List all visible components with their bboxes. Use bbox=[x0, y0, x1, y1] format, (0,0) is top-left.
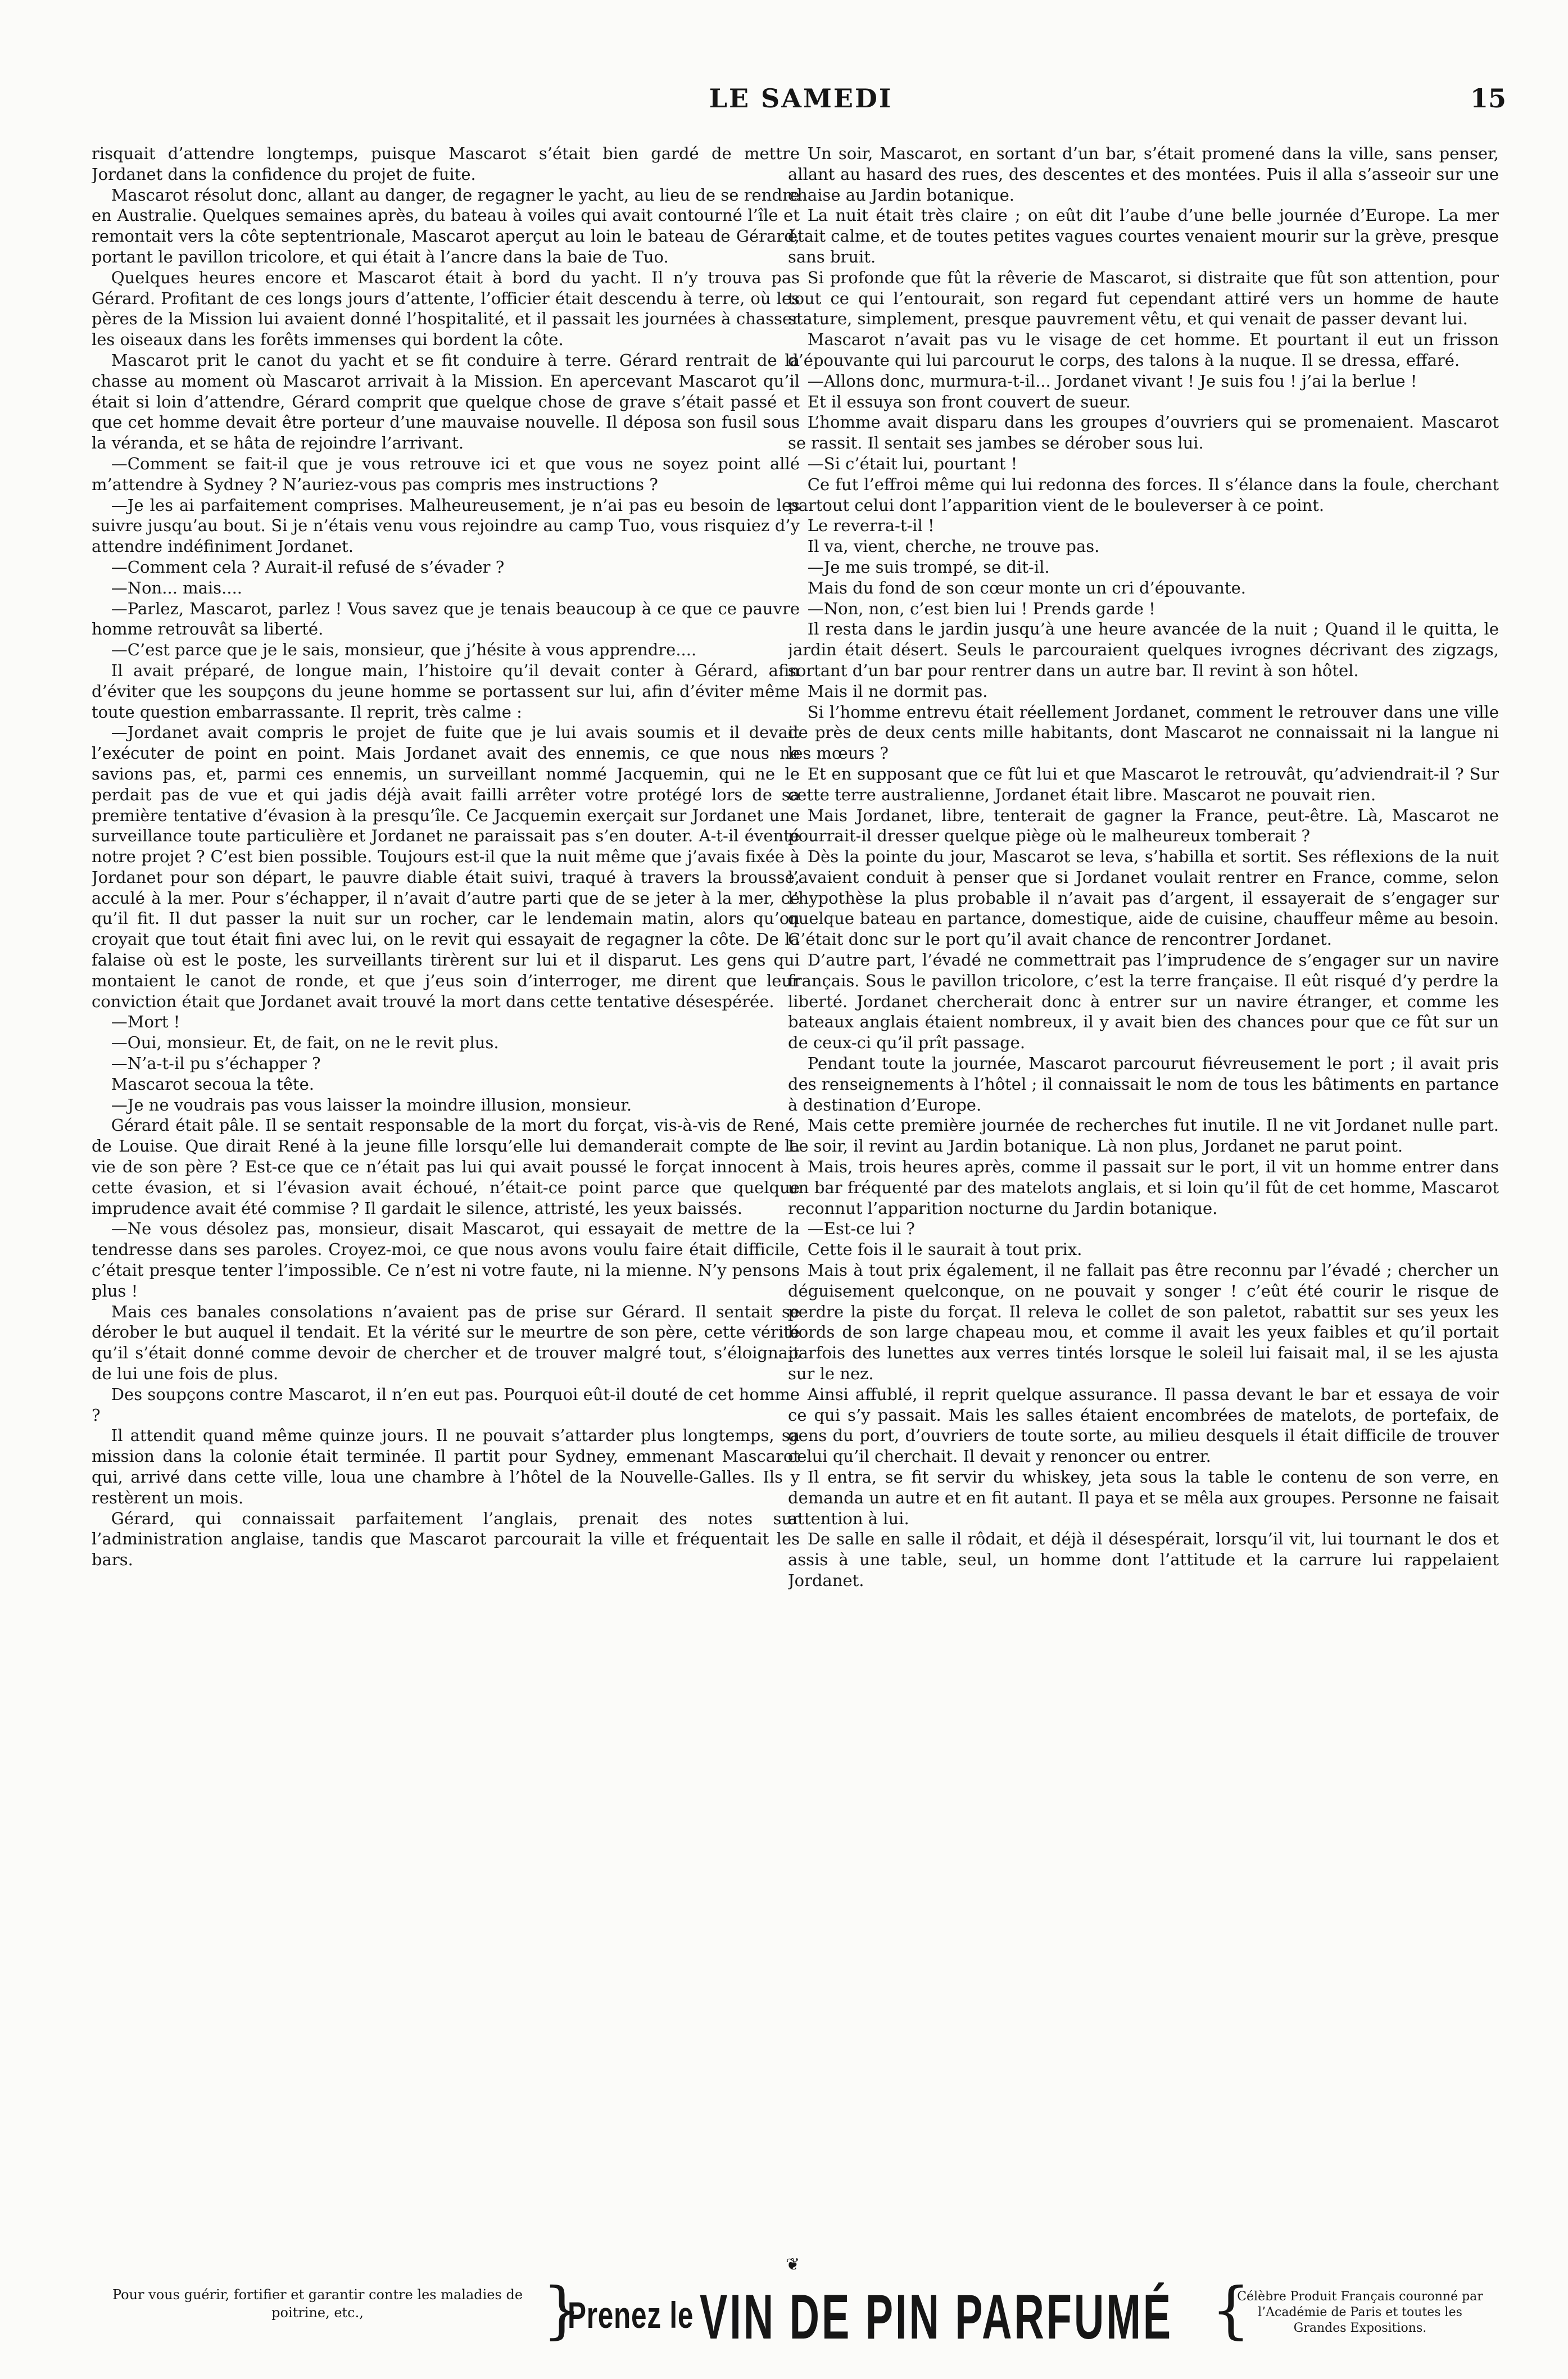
paragraph: Mascarot n’avait pas vu le visage de cet homme. Et pourtant il eut un frisson d’épouvante qui lui parcourut le corps, des talons à la nuque. Il se dressa, effaré. bbox=[788, 330, 1499, 370]
ad-left-text: Pour vous guérir, fortifier et garantir contre les maladies de poitrine, etc., bbox=[112, 2287, 523, 2321]
paragraph: Si profonde que fût la rêverie de Mascarot, si distraite que fût son attention, pour tout ce qui l’entourait, son regard fut cependant attiré vers un homme de haute stature, simplement, presque pauvrement vêtu, et qui venait de passer devant lui. bbox=[788, 268, 1499, 329]
paragraph: Il avait préparé, de longue main, l’histoire qu’il devait conter à Gérard, afin d’éviter que les soupçons du jeune homme se portassent sur lui, afin d’éviter même toute question embarrassante. Il reprit, très calme : bbox=[92, 660, 800, 722]
page-header bbox=[0, 83, 1568, 128]
brace-icon: } bbox=[542, 2274, 582, 2346]
ad-right-text: Célèbre Produit Français couronné par l’Académie de Paris et toutes les Grandes Expositions. bbox=[1237, 2290, 1483, 2335]
ad-prenez: Prenez le bbox=[568, 2294, 694, 2336]
paragraph: Mais ces banales consolations n’avaient pas de prise sur Gérard. Il sentait se dérober le but auquel il tendait. Et la vérité sur le meurtre de son père, cette vérité qu’il s’était donné comme devoir de chercher et de trouver malgré tout, s’éloignait de lui une fois de plus. bbox=[92, 1302, 800, 1384]
paragraph: risquait d’attendre longtemps, puisque Mascarot s’était bien gardé de mettre Jordanet dans la confidence du projet de fuite. bbox=[92, 144, 800, 184]
paragraph: Cette fois il le saurait à tout prix. bbox=[807, 1240, 1082, 1259]
paragraph: Et il essuya son front couvert de sueur. bbox=[807, 392, 1131, 411]
paragraph: Il resta dans le jardin jusqu’à une heure avancée de la nuit ; Quand il le quitta, le jardin était désert. Seuls le parcouraient quelques ivrognes décrivant des zigzags, sortant d’un bar pour rentrer dans un autre bar. Il revint à son hôtel. bbox=[788, 619, 1499, 680]
paragraph: Gérard, qui connaissait parfaitement l’anglais, prenait des notes sur l’administration anglaise, tandis que Mascarot parcourait la ville et fréquentait les bars. bbox=[92, 1508, 800, 1570]
paragraph: Le reverra-t-il ! bbox=[807, 516, 935, 536]
paragraph: Mascarot secoua la tête. bbox=[111, 1074, 314, 1094]
brace-icon: { bbox=[1211, 2274, 1250, 2346]
paragraph: —Comment cela ? Aurait-il refusé de s’évader ? bbox=[111, 557, 505, 577]
paragraph: —Allons donc, murmura-t-il... Jordanet vivant ! Je suis fou ! j’ai la berlue ! bbox=[807, 371, 1417, 391]
paragraph: Mais à tout prix également, il ne fallait pas être reconnu par l’évadé ; chercher un déguisement quelconque, on ne pouvait y songer ! c’eût été courir le risque de perdre la piste du forçat. Il releva le collet de son paletot, rabattit sur ses yeux les bords de son large chapeau mou, et comme il avait les yeux faibles et qu’il portait parfois des lunettes aux verres tintés lorsque le soleil lui faisait mal, il se les ajusta sur le nez. bbox=[788, 1261, 1499, 1384]
paragraph: —Jordanet avait compris le projet de fuite que je lui avais soumis et il devait l’exécuter de point en point. Mais Jordanet avait des ennemis, ce que nous ne savions pas, et, parmi ces ennemis, un surveillant nommé Jacquemin, qui ne le perdait pas de vue et qui jadis déjà avait failli arrêter votre protégé lors de sa première tentative d’évasion à la presqu’île. Ce Jacquemin exerçait sur Jordanet une surveillance toute particulière et Jordanet ne paraissait pas s’en douter. A-t-il éventé notre projet ? C’est bien possible. Toujours est-il que la nuit même que j’avais fixée à Jordanet pour son départ, le pauvre diable était suivi, traqué à travers la brousse, acculé à la mer. Pour s’échapper, il n’avait d’autre parti que de se jeter à la mer, ce qu’il fit. Il dut passer la nuit sur un rocher, car le lendemain matin, alors qu’on croyait que tout était fini avec lui, on le revit qui essayait de regagner la côte. De la falaise où est le poste, les surveillants tirèrent sur lui et il disparut. Les gens qui montaient le canot de ronde, et que j’eus soin d’interroger, me dirent que leur conviction était que Jordanet avait trouvé la mort dans cette tentative désespérée. bbox=[92, 723, 800, 1011]
paragraph: Ce fut l’effroi même qui lui redonna des forces. Il s’élance dans la foule, cherchant partout celui dont l’apparition vient de le bouleverser à ce point. bbox=[788, 474, 1499, 515]
paragraph: De salle en salle il rôdait, et déjà il désespérait, lorsqu’il vit, lui tournant le dos et assis à une table, seul, un homme dont l’attitude et la carrure lui rappelaient Jordanet. bbox=[788, 1529, 1499, 1590]
paragraph: Des soupçons contre Mascarot, il n’en eut pas. Pourquoi eût-il douté de cet homme ? bbox=[92, 1384, 800, 1425]
paragraph: Pendant toute la journée, Mascarot parcourut fiévreusement le port ; il avait pris des renseignements à l’hôtel ; il connaissait le nom de tous les bâtiments en partance à destination d’Europe. bbox=[788, 1054, 1499, 1114]
page-number: 15 bbox=[1470, 83, 1506, 114]
paragraph: Un soir, Mascarot, en sortant d’un bar, s’était promené dans la ville, sans penser, allant au hasard des rues, des descentes et des montées. Puis il alla s’asseoir sur une chaise au Jardin botanique. bbox=[788, 144, 1499, 205]
paragraph: Quelques heures encore et Mascarot était à bord du yacht. Il n’y trouva pas Gérard. Profitant de ces longs jours d’attente, l’officier était descendu à terre, où les pères de la Mission lui avaient donné l’hospitalité, et il passait les journées à chasser les oiseaux dans les forêts immenses qui bordent la côte. bbox=[92, 268, 800, 350]
paragraph: —N’a-t-il pu s’échapper ? bbox=[111, 1054, 321, 1073]
paragraph: —Je les ai parfaitement comprises. Malheureusement, je n’ai pas eu besoin de les suivre jusqu’au bout. Si je n’étais venu vous rejoindre au camp Tuo, vous risquiez d’y attendre indéfiniment Jordanet. bbox=[92, 495, 800, 556]
paragraph: Il va, vient, cherche, ne trouve pas. bbox=[807, 537, 1100, 556]
paragraph: La nuit était très claire ; on eût dit l’aube d’une belle journée d’Europe. La mer était calme, et de toutes petites vagues courtes venaient mourir sur la grève, presque sans bruit. bbox=[788, 206, 1499, 266]
paragraph: Il entra, se fit servir du whiskey, jeta sous la table le contenu de son verre, en demanda un autre et en fit autant. Il paya et se mêla aux groupes. Personne ne faisait attention à lui. bbox=[788, 1467, 1499, 1528]
paragraph: —Si c’était lui, pourtant ! bbox=[807, 454, 1018, 473]
paragraph: D’autre part, l’évadé ne commettrait pas l’imprudence de s’engager sur un navire français. Sous le pavillon tricolore, c’est la terre française. Il eût risqué d’y perdre la liberté. Jordanet chercherait donc à entrer sur un navire étranger, et comme les bateaux anglais étaient nombreux, il y avait bien des chances pour que ce fût sur un de ceux-ci qu’il prît passage. bbox=[788, 950, 1499, 1053]
advertisement-footer bbox=[0, 2274, 1568, 2358]
paragraph: —Est-ce lui ? bbox=[807, 1219, 915, 1239]
paragraph: Mascarot résolut donc, allant au danger, de regagner le yacht, au lieu de se rendre en Australie. Quelques semaines après, du bateau à voiles qui avait contourné l’île et remontait vers la côte septentrionale, Mascarot aperçut au loin le bateau de Gérard, portant le pavillon tricolore, et qui était à l’ancre dans la baie de Tuo. bbox=[92, 185, 800, 266]
paragraph: —Non, non, c’est bien lui ! Prends garde ! bbox=[807, 599, 1155, 618]
paragraph: Mais il ne dormit pas. bbox=[807, 681, 988, 701]
publication-title: LE SAMEDI bbox=[709, 83, 893, 114]
paragraph: Il attendit quand même quinze jours. Il ne pouvait s’attarder plus longtemps, sa mission dans la colonie était terminée. Il partit pour Sydney, emmenant Mascarot qui, arrivé dans cette ville, loua une chambre à l’hôtel de la Nouvelle-Galles. Ils y restèrent un mois. bbox=[92, 1426, 800, 1507]
paragraph: Mascarot prit le canot du yacht et se fit conduire à terre. Gérard rentrait de la chasse au moment où Mascarot arrivait à la Mission. En apercevant Mascarot qu’il était si loin d’attendre, Gérard comprit que quelque chose de grave s’était passé et que cet homme devait être porteur d’une mauvaise nouvelle. Il déposa son fusil sous la véranda, et se hâta de rejoindre l’arrivant. bbox=[92, 350, 800, 453]
right-column bbox=[788, 143, 1499, 2223]
paragraph: —Non... mais.... bbox=[111, 578, 243, 597]
paragraph: Si l’homme entrevu était réellement Jordanet, comment le retrouver dans une ville de près de deux cents mille habitants, dont Mascarot ne connaissait ni la langue ni les mœurs ? bbox=[788, 702, 1499, 763]
paragraph: Dès la pointe du jour, Mascarot se leva, s’habilla et sortit. Ses réflexions de la nuit l’avaient conduit à penser que si Jordanet voulait rentrer en France, comme, selon l’hypothèse la plus probable il n’avait pas d’argent, il essayerait de s’engager sur quelque bateau en partance, domestique, aide de cuisine, chauffeur même au besoin. C’était donc sur le port qu’il avait chance de rencontrer Jordanet. bbox=[788, 847, 1499, 949]
ornament-icon: ❦ bbox=[786, 2255, 800, 2274]
paragraph: Mais Jordanet, libre, tenterait de gagner la France, peut-être. Là, Mascarot ne pourrait-il dresser quelque piège où le malheureux tomberait ? bbox=[788, 805, 1499, 846]
paragraph: Ainsi affublé, il reprit quelque assurance. Il passa devant le bar et essaya de voir ce qui s’y passait. Mais les salles étaient encombrées de matelots, de portefaix, de gens du port, d’ouvriers de toute sorte, au milieu desquels il était difficile de trouver celui qu’il cherchait. Il devait y renoncer ou entrer. bbox=[788, 1384, 1499, 1466]
paragraph: —Parlez, Mascarot, parlez ! Vous savez que je tenais beaucoup à ce que ce pauvre homme retrouvât sa liberté. bbox=[92, 599, 800, 639]
paragraph: Gérard était pâle. Il se sentait responsable de la mort du forçat, vis-à-vis de René, de Louise. Que dirait René à la jeune fille lorsqu’elle lui demanderait compte de la vie de son père ? Est-ce que ce n’était pas lui qui avait poussé le forçat innocent à cette évasion, et si l’évasion avait échoué, n’était-ce point parce que quelque imprudence avait été commise ? Il gardait le silence, attristé, les yeux baissés. bbox=[92, 1116, 800, 1218]
paragraph: Mais, trois heures après, comme il passait sur le port, il vit un homme entrer dans un bar fréquenté par des matelots anglais, et si loin qu’il fût de cet homme, Mascarot reconnut l’apparition nocturne du Jardin botanique. bbox=[788, 1157, 1499, 1218]
paragraph: —Comment se fait-il que je vous retrouve ici et que vous ne soyez point allé m’attendre à Sydney ? N’auriez-vous pas compris mes instructions ? bbox=[92, 454, 800, 494]
paragraph: —Je ne voudrais pas vous laisser la moindre illusion, monsieur. bbox=[111, 1095, 632, 1114]
paragraph: Et en supposant que ce fût lui et que Mascarot le retrouvât, qu’adviendrait-il ? Sur cette terre australienne, Jordanet était libre. Mascarot ne pouvait rien. bbox=[788, 764, 1499, 804]
paragraph: Mais du fond de son cœur monte un cri d’épouvante. bbox=[807, 578, 1246, 597]
paragraph: Mais cette première journée de recherches fut inutile. Il ne vit Jordanet nulle part. Le soir, il revint au Jardin botanique. Là non plus, Jordanet ne parut point. bbox=[788, 1116, 1499, 1156]
paragraph: —Ne vous désolez pas, monsieur, disait Mascarot, qui essayait de mettre de la tendresse dans ses paroles. Croyez-moi, ce que nous avons voulu faire était difficile, c’était presque tenter l’impossible. Ce n’est ni votre faute, ni la mienne. N’y pensons plus ! bbox=[92, 1219, 800, 1300]
paragraph: —Oui, monsieur. Et, de fait, on ne le revit plus. bbox=[111, 1033, 499, 1053]
paragraph: —Mort ! bbox=[111, 1012, 180, 1032]
paragraph: —C’est parce que je le sais, monsieur, que j’hésite à vous apprendre.... bbox=[111, 640, 697, 660]
left-column bbox=[92, 143, 800, 2223]
paragraph: L’homme avait disparu dans les groupes d’ouvriers qui se promenaient. Mascarot se rassit. Il sentait ses jambes se dérober sous lui. bbox=[788, 413, 1499, 453]
paragraph: —Je me suis trompé, se dit-il. bbox=[807, 557, 1050, 577]
ad-product-name: VIN DE PIN PARFUMÉ bbox=[700, 2282, 1173, 2352]
